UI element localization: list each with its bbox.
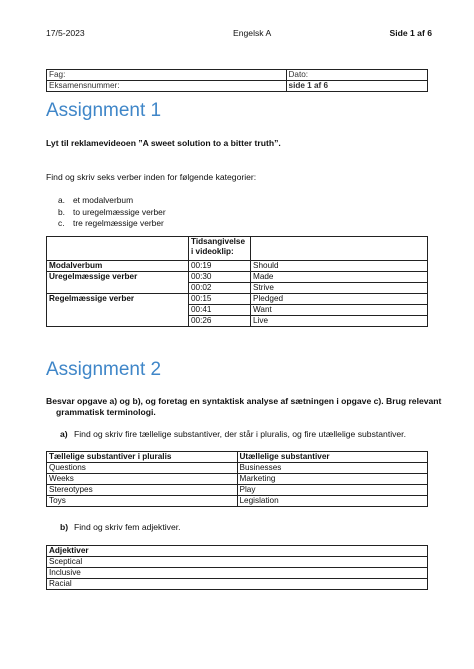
verb-table-header-empty (47, 237, 189, 261)
countable-noun: Toys (47, 496, 238, 507)
list-marker: a. (58, 195, 65, 205)
adjective-cell: Racial (47, 579, 428, 590)
category-list (58, 195, 166, 230)
verb-time: 00:26 (189, 316, 251, 327)
verb-time: 00:19 (189, 261, 251, 272)
page-header (46, 28, 432, 40)
list-item-text: tre regelmæssige verber (73, 218, 164, 228)
question-b (60, 522, 181, 532)
uncountable-noun: Marketing (237, 474, 428, 485)
table-row (47, 557, 428, 568)
time-header-line1: Tidsangivelse (191, 237, 246, 246)
verb-word: Made (251, 272, 428, 283)
adjective-table (46, 545, 428, 590)
adjective-header: Adjektiver (47, 546, 428, 557)
adjective-cell: Sceptical (47, 557, 428, 568)
assignment-2-title: Assignment 2 (46, 359, 162, 380)
verb-time: 00:15 (189, 294, 251, 305)
assignment-2-intro-line1: Besvar opgave a) og b), og foretag en syntaktisk analyse af sætningen i opgave c). Brug relevant (46, 396, 442, 406)
table-row (47, 485, 428, 496)
countable-noun: Stereotypes (47, 485, 238, 496)
uncountable-noun: Legislation (237, 496, 428, 507)
uncountable-header: Utællelige substantiver (237, 452, 428, 463)
verb-time: 00:02 (189, 283, 251, 294)
assignment-1-instruction: Find og skriv seks verber inden for følgende kategorier: (46, 172, 257, 182)
verb-table-header-time (189, 237, 251, 261)
verb-category: Uregelmæssige verber (47, 272, 189, 294)
list-marker: b. (58, 206, 65, 217)
list-item (58, 218, 166, 230)
list-marker: c. (58, 218, 65, 228)
assignment-2-intro-line2: grammatisk terminologi. (56, 407, 156, 417)
list-item (58, 195, 166, 207)
time-header-line2: i videoklip: (191, 247, 234, 256)
table-row (47, 294, 428, 305)
table-row (47, 568, 428, 579)
eksamensnummer-label: Eksamensnummer: (47, 81, 287, 92)
header-date: 17/5-2023 (46, 28, 85, 38)
table-row (47, 579, 428, 590)
adjective-cell: Inclusive (47, 568, 428, 579)
verb-table-header (47, 237, 428, 261)
header-page-number: Side 1 af 6 (389, 28, 432, 38)
table-row (47, 463, 428, 474)
question-a-text: Find og skriv fire tællelige substantiver, der står i pluralis, og fire utællelige substantiver. (74, 429, 406, 439)
list-item-text: et modalverbum (73, 195, 134, 205)
verb-word: Want (251, 305, 428, 316)
side-value: side 1 af 6 (286, 81, 427, 92)
verb-time: 00:30 (189, 272, 251, 283)
list-item-text: to uregelmæssige verber (73, 206, 166, 217)
exam-meta-table (46, 69, 428, 92)
noun-table-header (47, 452, 428, 463)
uncountable-noun: Play (237, 485, 428, 496)
table-row (47, 272, 428, 283)
table-row (47, 496, 428, 507)
uncountable-noun: Businesses (237, 463, 428, 474)
meta-row-1 (47, 70, 428, 81)
table-row (47, 474, 428, 485)
verb-word: Live (251, 316, 428, 327)
verb-time: 00:41 (189, 305, 251, 316)
question-a (60, 429, 406, 439)
question-b-letter: b) (60, 522, 69, 532)
countable-noun: Weeks (47, 474, 238, 485)
verb-table-header-verb (251, 237, 428, 261)
question-a-letter: a) (60, 429, 68, 439)
list-item (58, 207, 166, 219)
fag-label: Fag: (47, 70, 287, 81)
adjective-table-header (47, 546, 428, 557)
verb-category: Regelmæssige verber (47, 294, 189, 327)
noun-table (46, 451, 428, 507)
countable-header: Tællelige substantiver i pluralis (47, 452, 238, 463)
verb-category: Modalverbum (47, 261, 189, 272)
question-b-text: Find og skriv fem adjektiver. (74, 522, 181, 532)
assignment-1-intro: Lyt til reklamevideoen ”A sweet solution to a bitter truth”. (46, 138, 281, 148)
header-subject: Engelsk A (233, 28, 272, 38)
assignment-1-title: Assignment 1 (46, 100, 162, 121)
verb-table (46, 236, 428, 327)
dato-label: Dato: (286, 70, 427, 81)
meta-row-2 (47, 81, 428, 92)
verb-word: Pledged (251, 294, 428, 305)
verb-word: Strive (251, 283, 428, 294)
table-row (47, 261, 428, 272)
verb-word: Should (251, 261, 428, 272)
countable-noun: Questions (47, 463, 238, 474)
